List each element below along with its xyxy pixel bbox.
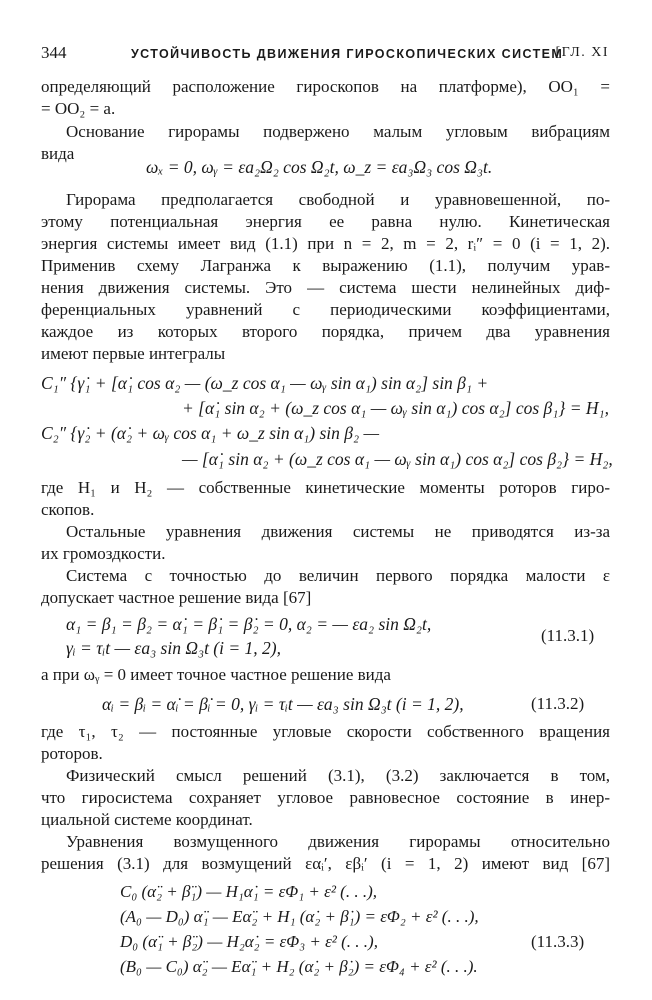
text-line: энергия системы имеет вид (1.1) при n = 2, m = 2, rᵢ″ = 0 (i = 1, 2). [41, 234, 610, 253]
running-title: УСТОЙЧИВОСТЬ ДВИЖЕНИЯ ГИРОСКОПИЧЕСКИХ СИСТЕМ [131, 47, 564, 61]
perturbation-eq-3: D₀ (α̈₁ + β̈₂) — H₂α̇₂ = εΦ₃ + ε² (. . .), [120, 932, 378, 951]
text-line: циальной системе координат. [41, 810, 253, 829]
text-line: их громоздкости. [41, 544, 166, 563]
text-line: Гирорама предполагается свободной и уравновешенной, по- [66, 190, 610, 209]
text-line: что гиросистема сохраняет угловое равновесное состояние в инер- [41, 788, 610, 807]
text-line: скопов. [41, 500, 95, 519]
text-line: Основание гирорамы подвержено малым угловым вибрациям [66, 122, 610, 141]
text-line: каждое из которых второго порядка, причем два уравнения [41, 322, 610, 341]
text-line: а при ωᵧ = 0 имеет точное частное решение вида [41, 665, 391, 684]
text-line: решения (3.1) для возмущений εαᵢ′, εβᵢ′ (i = 1, 2) имеют вид [67] [41, 854, 610, 873]
text-line: определяющий расположение гироскопов на платформе), OO₁ = [41, 77, 610, 96]
perturbation-eq-2: (A₀ — D₀) α̈₁ — Eα̈₂ + H₁ (α̇₂ + β̇₁) = εΦ₂ + ε² (. . .), [120, 907, 479, 926]
text-line: где H₁ и H₂ — собственные кинетические моменты роторов гиро- [41, 478, 610, 497]
first-integral-2a: C₂″ {γ̇₂ + (α̇₂ + ωᵧ cos α₁ + ω_z sin α₁) sin β₂ — [41, 423, 380, 443]
text-line: где τ₁, τ₂ — постоянные угловые скорости собственного вращения [41, 722, 610, 741]
text-line: Уравнения возмущенного движения гирорамы относительно [66, 832, 610, 851]
text-line: = OO₂ = a. [41, 99, 116, 118]
text-line: Применив схему Лагранжа к выражению (1.1), получим урав- [41, 256, 610, 275]
perturbation-eq-1: C₀ (α̈₂ + β̈₁) — H₁α̇₁ = εΦ₁ + ε² (. . .), [120, 882, 378, 901]
equation-number: (11.3.1) [541, 626, 595, 645]
text-line: ференциальных уравнений с периодическими коэффициентами, [41, 300, 610, 319]
first-integral-1b: + [α̇₁ sin α₂ + (ω_z cos α₁ — ωᵧ sin α₁) cos α₂] cos β₁} = H₁, [182, 398, 610, 418]
text-line: этому потенциальная энергия ее равна нулю. Кинетическая [41, 212, 610, 231]
text-line: Остальные уравнения движения системы не приводятся из-за [66, 522, 610, 541]
equation-number: (11.3.3) [531, 932, 585, 951]
vibration-equation: ωₓ = 0, ωᵧ = εa₂Ω₂ cos Ω₂t, ω_z = εa₃Ω₃ cos Ω₃t. [146, 157, 493, 177]
first-integral-2b: — [α̇₁ sin α₂ + (ω_z cos α₁ — ωᵧ sin α₁) cos α₂] cos β₂} = H₂, [182, 449, 613, 469]
page-number: 344 [41, 43, 67, 62]
text-line: вида [41, 144, 75, 163]
text-line: нения движения системы. Это — система шести нелинейных диф- [41, 278, 610, 297]
text-line: роторов. [41, 744, 103, 763]
text-line: Система с точностью до величин первого порядка малости ε [66, 566, 610, 585]
solution-1a: α₁ = β₁ = β₂ = α̇₁ = β̇₁ = β̇₂ = 0, α₂ = — εa₂ sin Ω₂t, [66, 614, 432, 634]
running-header [41, 42, 609, 64]
chapter-label: [ГЛ. XI [555, 45, 609, 60]
text-line: допускает частное решение вида [67] [41, 588, 312, 607]
solution-1b: γᵢ = τᵢt — εa₃ sin Ω₃t (i = 1, 2), [66, 638, 282, 658]
solution-2: αᵢ = βᵢ = α̇ᵢ = β̇ᵢ = 0, γᵢ = τᵢt — εa₃ sin Ω₃t (i = 1, 2), [102, 694, 464, 714]
perturbation-eq-4: (B₀ — C₀) α̈₂ — Eα̈₁ + H₂ (α̇₂ + β̇₂) = εΦ₄ + ε² (. . .). [120, 957, 478, 976]
text-line: имеют первые интегралы [41, 344, 226, 363]
first-integral-1a: C₁″ {γ̇₁ + [α̇₁ cos α₂ — (ω_z cos α₁ — ωᵧ sin α₁) sin α₂] sin β₁ + [41, 373, 489, 393]
equation-number: (11.3.2) [531, 694, 585, 713]
text-line: Физический смысл решений (3.1), (3.2) заключается в том, [66, 766, 610, 785]
